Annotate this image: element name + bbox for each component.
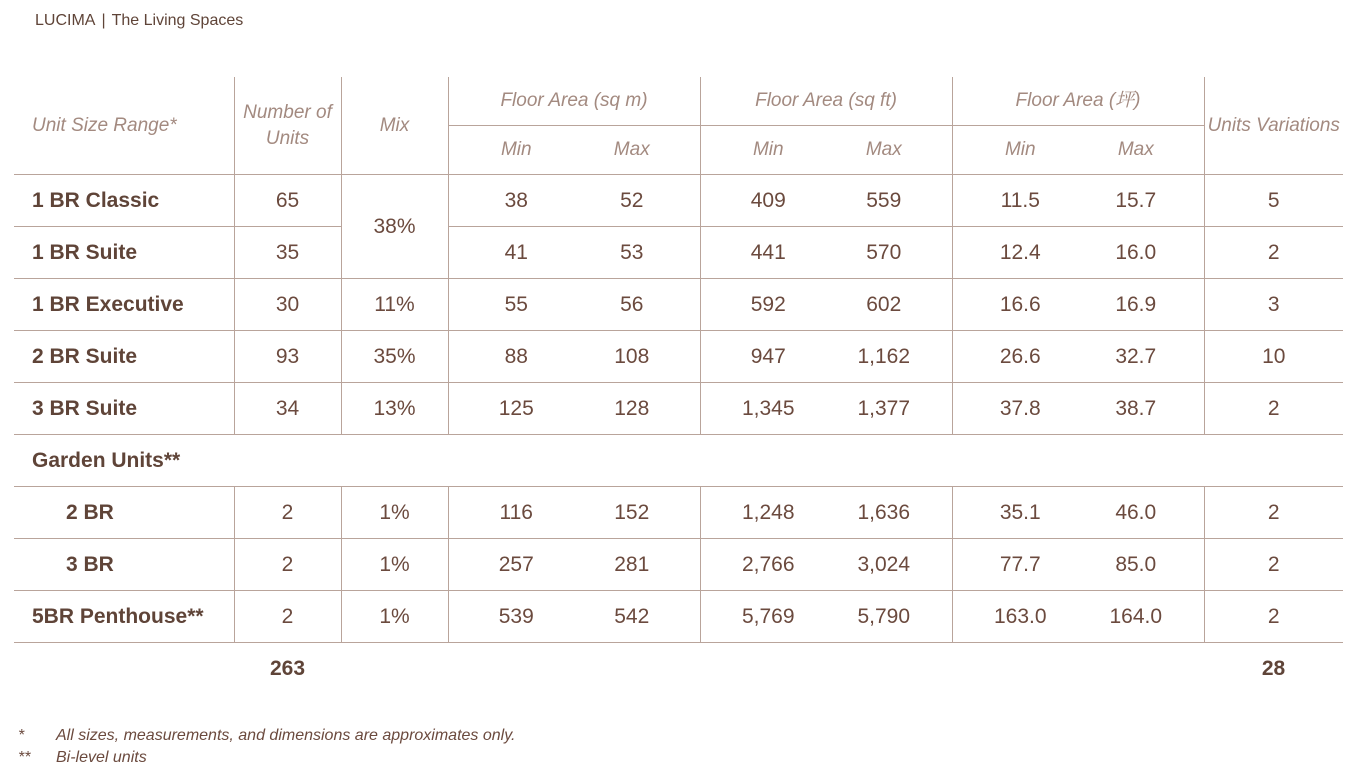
sqm-min: 539 <box>448 591 574 643</box>
footnote-text: All sizes, measurements, and dimensions are approximates only. <box>56 727 516 744</box>
subheader-min-ping: Min <box>952 126 1078 175</box>
unit-variations: 2 <box>1204 591 1343 643</box>
unit-mix: 35% <box>341 331 448 383</box>
ping-min: 16.6 <box>952 279 1078 331</box>
sqm-max: 152 <box>574 487 700 539</box>
unit-mix: 1% <box>341 539 448 591</box>
unit-count: 34 <box>234 383 341 435</box>
sqft-min: 1,248 <box>700 487 826 539</box>
ping-min: 12.4 <box>952 227 1078 279</box>
sqft-min: 5,769 <box>700 591 826 643</box>
sqm-max: 53 <box>574 227 700 279</box>
sqm-min: 55 <box>448 279 574 331</box>
garden-units-section-row <box>14 435 1343 487</box>
subheader-max-sqft: Max <box>865 139 902 160</box>
unit-name: 1 BR Suite <box>14 227 234 279</box>
sqft-max: 1,636 <box>826 487 952 539</box>
col-header-floor-area-sqm: Floor Area (sq m) <box>448 77 700 126</box>
unit-name: 3 BR <box>14 539 234 591</box>
ping-min: 77.7 <box>952 539 1078 591</box>
unit-variations: 3 <box>1204 279 1343 331</box>
brand-name: LUCIMA <box>35 12 96 29</box>
unit-count: 65 <box>234 175 341 227</box>
unit-variations: 2 <box>1204 383 1343 435</box>
table-row <box>14 279 1343 331</box>
subheader-max-ping: Max <box>1117 139 1154 160</box>
unit-count: 2 <box>234 487 341 539</box>
subheader-min-sqft: Min <box>700 126 826 175</box>
unit-variations: 2 <box>1204 487 1343 539</box>
subheader-max-sqm: Max <box>613 139 650 160</box>
subheader-min-sqm: Min <box>448 126 574 175</box>
ping-min: 35.1 <box>952 487 1078 539</box>
col-header-number-of-units: Number of Units <box>234 77 341 175</box>
sqft-max: 1,162 <box>826 331 952 383</box>
col-header-floor-area-sqft: Floor Area (sq ft) <box>700 77 952 126</box>
footnotes <box>18 725 515 769</box>
unit-variations: 5 <box>1204 175 1343 227</box>
sqm-max: 542 <box>574 591 700 643</box>
sqm-min: 257 <box>448 539 574 591</box>
sqm-min: 116 <box>448 487 574 539</box>
sqm-max: 128 <box>574 383 700 435</box>
sqm-max: 108 <box>574 331 700 383</box>
totals-spacer <box>14 643 234 696</box>
unit-mix: 11% <box>341 279 448 331</box>
unit-name: 3 BR Suite <box>14 383 234 435</box>
col-header-units-variations: Units Variations <box>1204 77 1343 175</box>
col-header-floor-area-ping: Floor Area (坪) <box>952 77 1204 126</box>
ping-max: 15.7 <box>1078 175 1204 227</box>
table-header <box>14 77 1343 175</box>
table-row <box>14 591 1343 643</box>
unit-name: 1 BR Executive <box>14 279 234 331</box>
unit-mix: 13% <box>341 383 448 435</box>
ping-min: 11.5 <box>952 175 1078 227</box>
unit-count: 2 <box>234 591 341 643</box>
ping-max: 32.7 <box>1078 331 1204 383</box>
footnote-mark: * <box>18 727 25 744</box>
sqft-max: 559 <box>826 175 952 227</box>
sqft-max: 1,377 <box>826 383 952 435</box>
table-row <box>14 539 1343 591</box>
sqft-min: 592 <box>700 279 826 331</box>
ping-min: 26.6 <box>952 331 1078 383</box>
total-variations: 28 <box>1261 657 1286 680</box>
unit-name: 1 BR Classic <box>14 175 234 227</box>
unit-mix: 38% <box>341 175 448 279</box>
unit-name: 5BR Penthouse** <box>14 591 234 643</box>
totals-spacer <box>341 643 1204 696</box>
table-row <box>14 331 1343 383</box>
footnote-bi-level <box>18 747 515 769</box>
table-row <box>14 383 1343 435</box>
sqm-min: 38 <box>448 175 574 227</box>
sqm-max: 281 <box>574 539 700 591</box>
unit-count: 35 <box>234 227 341 279</box>
col-header-unit-size-range: Unit Size Range* <box>32 114 177 136</box>
unit-count: 93 <box>234 331 341 383</box>
sqft-min: 947 <box>700 331 826 383</box>
sqm-max: 52 <box>574 175 700 227</box>
sqft-min: 2,766 <box>700 539 826 591</box>
sqft-max: 3,024 <box>826 539 952 591</box>
unit-count: 30 <box>234 279 341 331</box>
sqft-min: 441 <box>700 227 826 279</box>
sqft-max: 570 <box>826 227 952 279</box>
ping-max: 164.0 <box>1078 591 1204 643</box>
col-header-mix: Mix <box>341 77 448 175</box>
unit-variations: 2 <box>1204 539 1343 591</box>
total-units: 263 <box>269 657 306 680</box>
header-separator: | <box>101 12 106 29</box>
sqm-max: 56 <box>574 279 700 331</box>
table-body <box>14 175 1343 696</box>
garden-units-label: Garden Units** <box>14 435 1343 487</box>
unit-mix: 1% <box>341 487 448 539</box>
footnote-text: Bi-level units <box>56 749 147 766</box>
header-subtitle: The Living Spaces <box>111 12 244 29</box>
page-header <box>35 12 243 30</box>
footnote-mark: ** <box>18 749 31 766</box>
unit-mix-table <box>14 77 1343 695</box>
table-row <box>14 227 1343 279</box>
table-row <box>14 175 1343 227</box>
unit-variations: 2 <box>1204 227 1343 279</box>
ping-max: 38.7 <box>1078 383 1204 435</box>
unit-name: 2 BR Suite <box>14 331 234 383</box>
ping-max: 16.9 <box>1078 279 1204 331</box>
sqft-max: 602 <box>826 279 952 331</box>
ping-max: 16.0 <box>1078 227 1204 279</box>
sqft-min: 1,345 <box>700 383 826 435</box>
unit-name: 2 BR <box>14 487 234 539</box>
ping-max: 85.0 <box>1078 539 1204 591</box>
sqm-min: 88 <box>448 331 574 383</box>
sqm-min: 125 <box>448 383 574 435</box>
sqft-min: 409 <box>700 175 826 227</box>
sqft-max: 5,790 <box>826 591 952 643</box>
sqm-min: 41 <box>448 227 574 279</box>
unit-mix: 1% <box>341 591 448 643</box>
unit-variations: 10 <box>1204 331 1343 383</box>
totals-row <box>14 643 1343 696</box>
ping-min: 163.0 <box>952 591 1078 643</box>
footnote-approximate <box>18 725 515 747</box>
unit-count: 2 <box>234 539 341 591</box>
table-row <box>14 487 1343 539</box>
ping-min: 37.8 <box>952 383 1078 435</box>
ping-max: 46.0 <box>1078 487 1204 539</box>
